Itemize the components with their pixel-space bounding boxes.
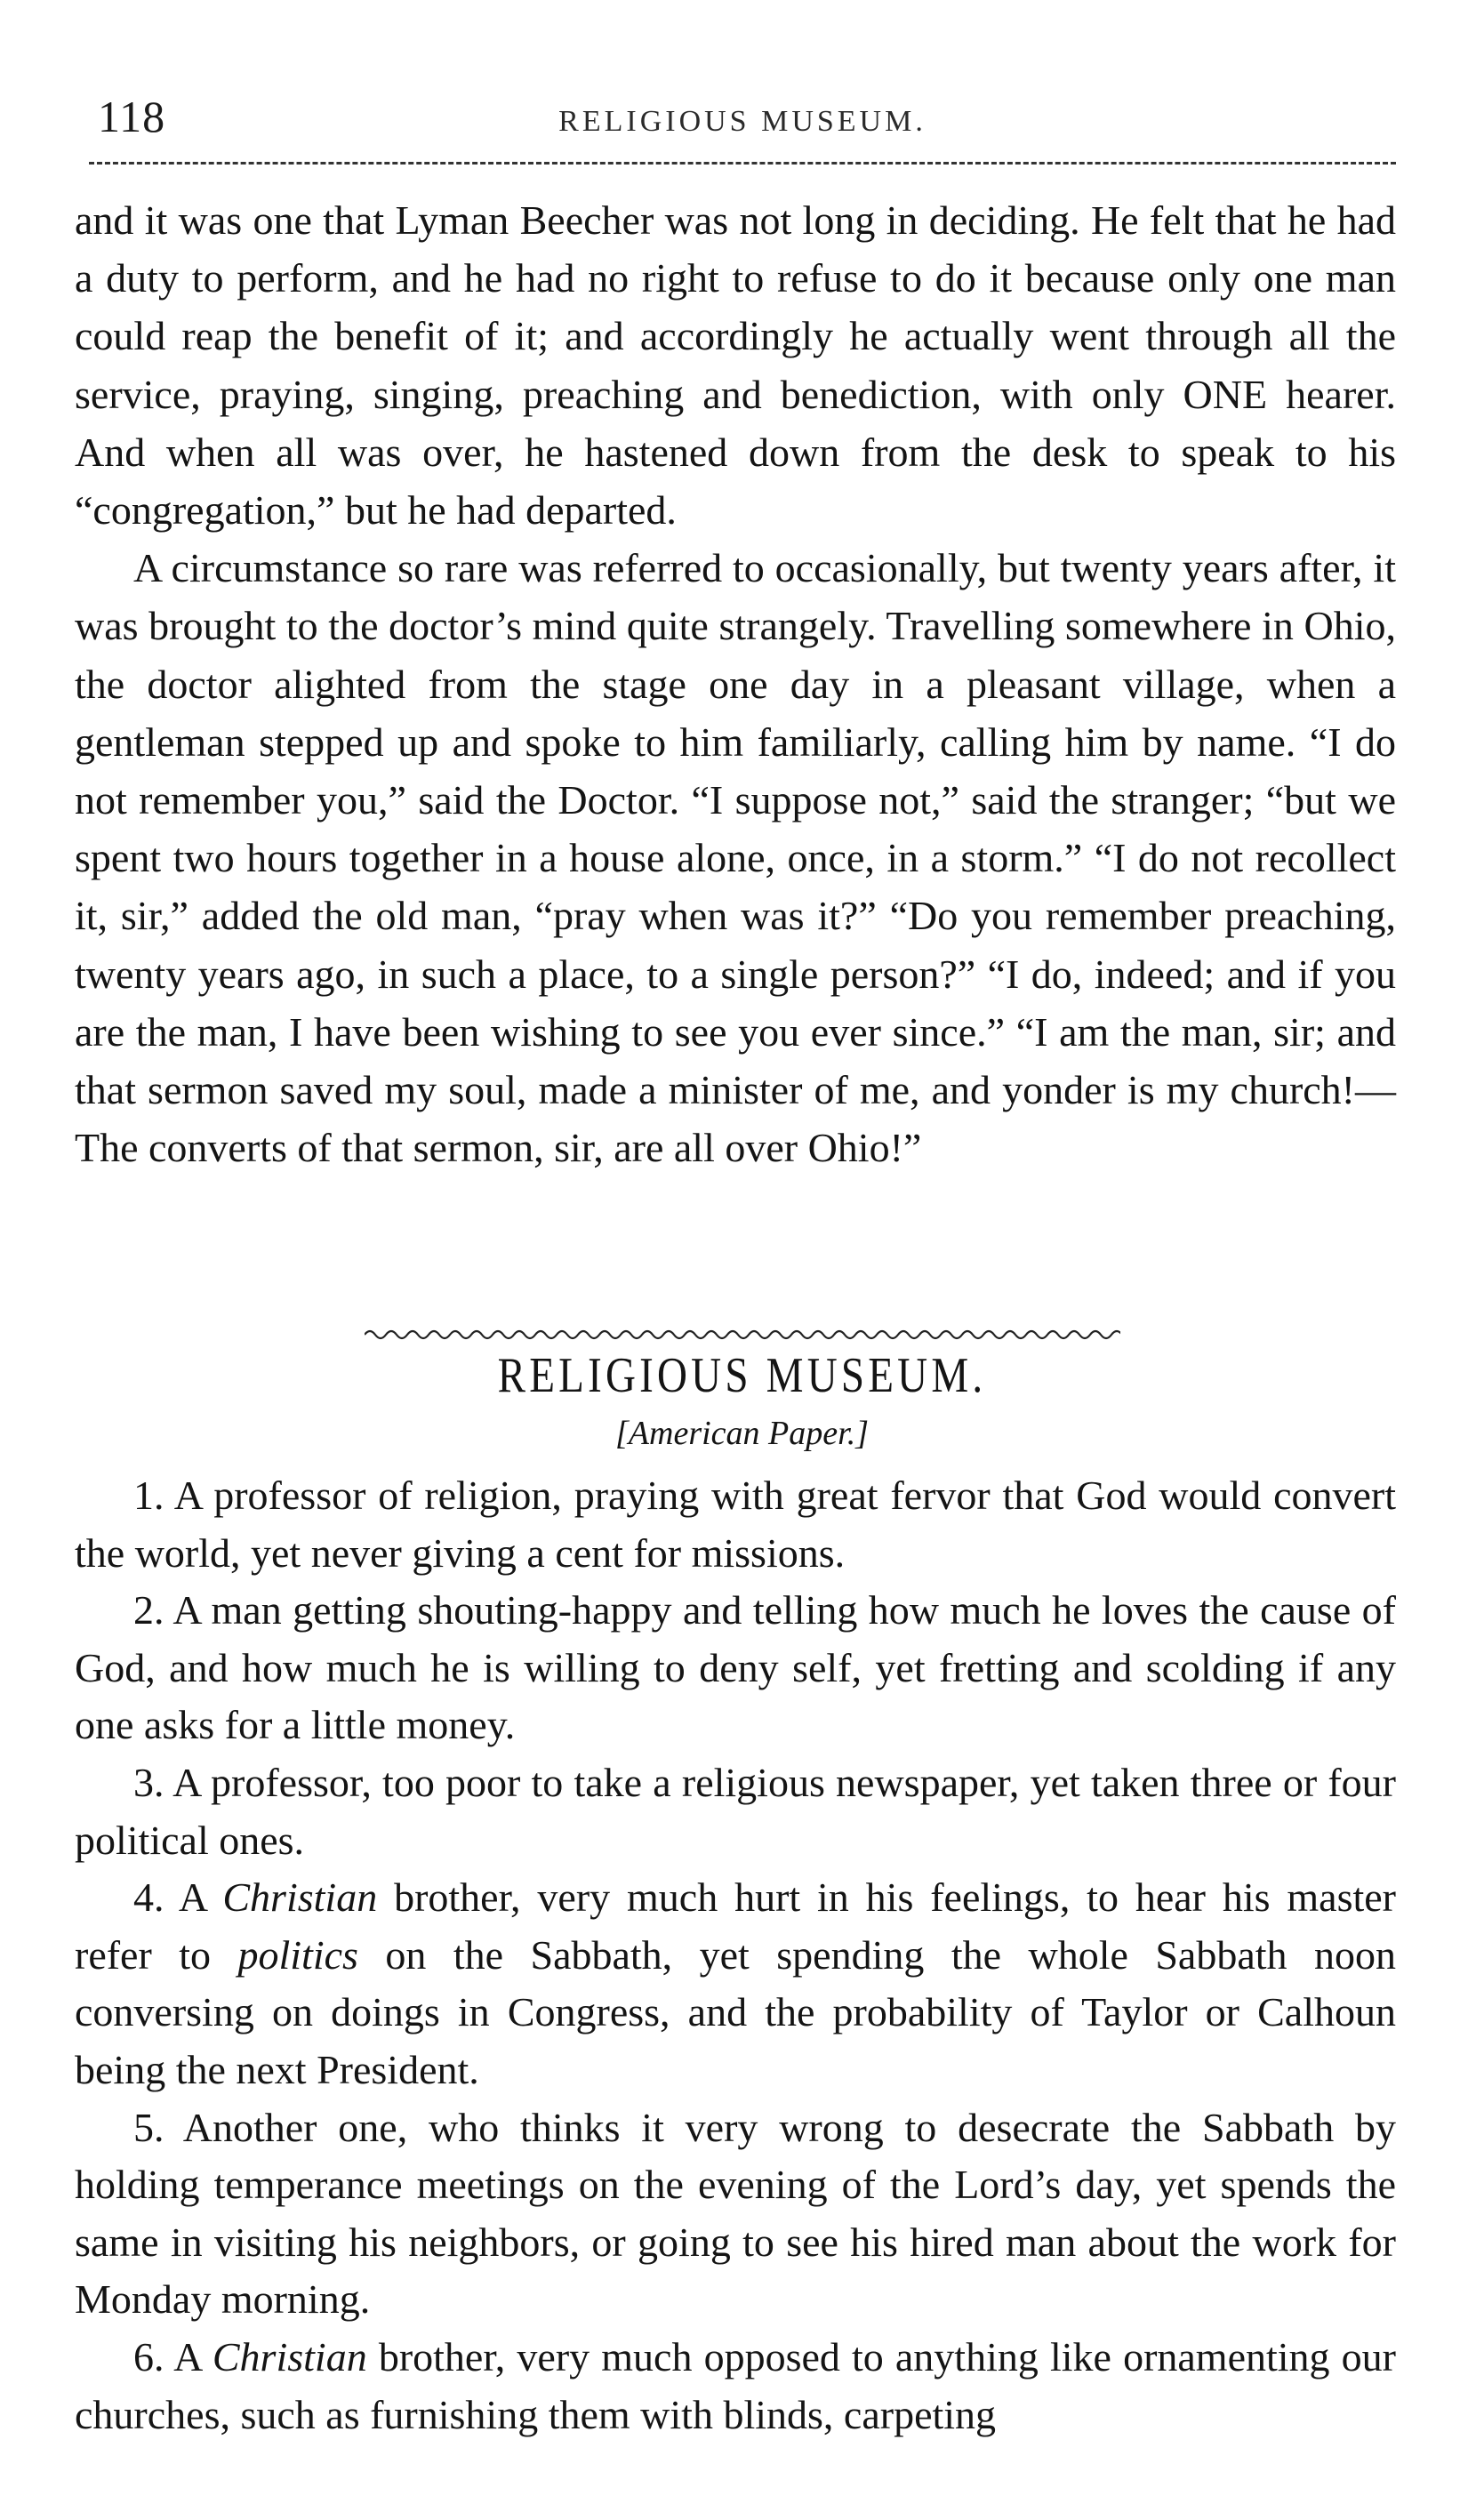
museum-list: [75, 1467, 1396, 2444]
item-number: 5.: [133, 2104, 164, 2150]
story-paragraph-1: and it was one that Lyman Beecher was not long in deciding. He felt that he had a duty to perform, and he had no right to refuse to do it because only one man could reap the benefit of it; and accordingly he actually went through all the service, praying, singing, preaching and benediction, with only ONE hearer. And when all was over, he hastened down from the desk to speak to his “congregation,” but he had departed.: [75, 197, 1396, 534]
list-item-2: [75, 1582, 1396, 1754]
list-item-5: [75, 2099, 1396, 2329]
list-item-3: [75, 1754, 1396, 1869]
item-number: 2.: [133, 1587, 164, 1633]
item-text-start: A: [173, 2333, 213, 2380]
item-text: A man getting shouting-happy and telling how much he loves the cause of God, and how much he is willing to deny self, yet fretting and scolding if any one asks for a little money.: [75, 1587, 1397, 1748]
item-italic-word: Christian: [212, 2333, 367, 2380]
list-item-6: [75, 2329, 1396, 2444]
item-italic-word: politics: [237, 1931, 358, 1978]
section-source: [American Paper.]: [615, 1415, 869, 1452]
section-title: RELIGIOUS MUSEUM.: [497, 1348, 987, 1403]
item-italic-word: Christian: [222, 1874, 378, 1921]
ornamental-divider: [365, 1325, 1120, 1344]
item-number: 6.: [133, 2333, 164, 2380]
item-text-start: A: [178, 1874, 223, 1921]
list-item-1: [75, 1467, 1396, 1582]
item-text: A professor, too poor to take a religious newspaper, yet taken three or four political ones.: [75, 1759, 1397, 1863]
item-number: 3.: [133, 1759, 164, 1805]
item-text-end: on the Sabbath, yet spending the whole Sabbath noon conversing on doings in Congress, and the probability of Taylor or Calhoun being the next President.: [75, 1931, 1396, 2092]
page-number: 118: [98, 92, 166, 141]
story-text: [75, 191, 1396, 1176]
item-text-middle: brother, very much hurt in his feelings, to hear his master refer to: [75, 1874, 1396, 1978]
item-text-end: brother, very much opposed to anything like ornamenting our churches, such as furnishing them with blinds, carpeting: [75, 2333, 1396, 2437]
running-head: RELIGIOUS MUSEUM.: [558, 105, 926, 138]
header-rule: [89, 162, 1396, 165]
item-text: Another one, who thinks it very wrong to desecrate the Sabbath by holding temperance meetings on the evening of the Lord’s day, yet spends the same in visiting his neighbors, or going to see his hired man about the work for Monday morning.: [75, 2104, 1396, 2323]
page-header: [89, 82, 1396, 162]
list-item-4: [75, 1869, 1396, 2099]
wavy-rule-ornament: [365, 1325, 1120, 1344]
item-number: 1.: [133, 1473, 164, 1518]
story-paragraph-2: A circumstance so rare was referred to occasionally, but twenty years after, it was brought to the doctor’s mind quite strangely. Travelling somewhere in Ohio, the doctor alighted from the stage one day in a pleasant village, when a gentleman stepped up and spoke to him familiarly, calling him by name. “I do not remember you,” said the Doctor. “I suppose not,” said the stranger; “but we spent two hours together in a house alone, once, in a storm.” “I do not recollect it, sir,” added the old man, “pray when was it?” “Do you remember preaching, twenty years ago, in such a place, to a single person?” “I do, indeed; and if you are the man, I have been wishing to see you ever since.” “I am the man, sir; and that sermon saved my soul, made a minister of me, and yonder is my church!—The converts of that sermon, sir, are all over Ohio!”: [75, 545, 1396, 1171]
item-text: A professor of religion, praying with great fervor that God would convert the world, yet never giving a cent for missions.: [75, 1473, 1396, 1576]
item-number: 4.: [133, 1874, 164, 1921]
